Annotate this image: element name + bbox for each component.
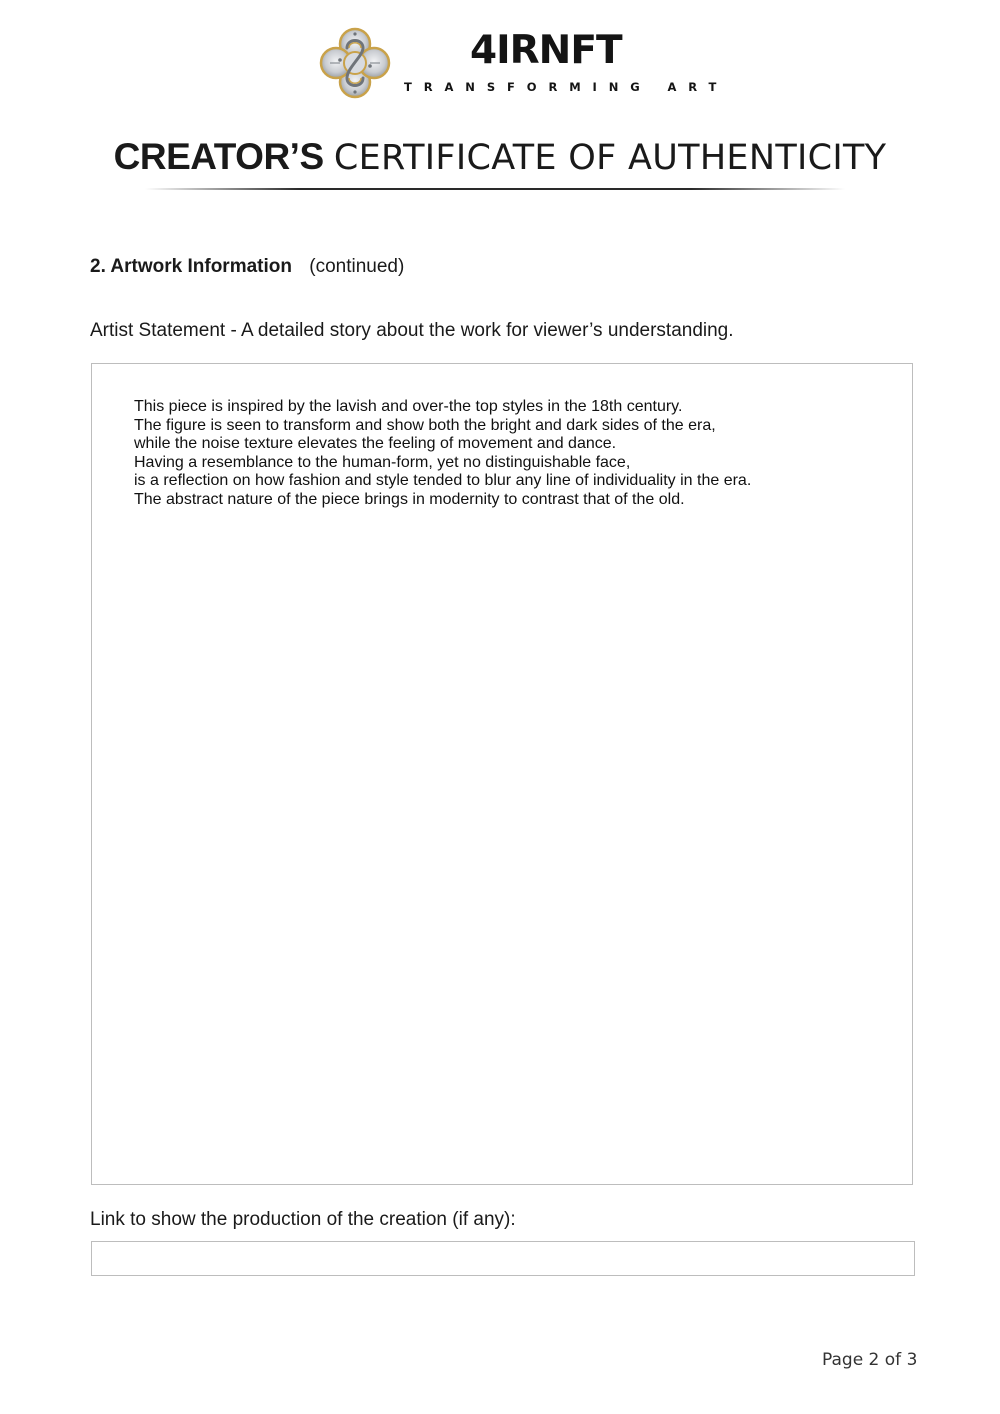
certificate-title-bold: CREATOR’S	[113, 136, 324, 177]
statement-line: is a reflection on how fashion and style tended to blur any line of individuality in the era.	[134, 472, 752, 490]
production-link-field[interactable]	[91, 1241, 915, 1276]
statement-line: while the noise texture elevates the feeling of movement and dance.	[134, 435, 617, 453]
certificate-title-rest: CERTIFICATE OF AUTHENTICITY	[333, 138, 887, 178]
artist-statement-text	[134, 398, 751, 510]
page-number: Page 2 of 3	[822, 1350, 918, 1370]
section-heading	[90, 256, 404, 278]
statement-line: The abstract nature of the piece brings in modernity to contrast that of the old.	[134, 490, 685, 508]
brand-tagline: TRANSFORMING ART	[404, 80, 729, 94]
certificate-title	[0, 134, 1000, 181]
statement-line: This piece is inspired by the lavish and over-the top styles in the 18th century.	[134, 398, 683, 415]
section-heading-note: (continued)	[309, 256, 405, 277]
production-link-label: Link to show the production of the creation (if any):	[90, 1209, 516, 1230]
brand-logo-icon	[316, 24, 394, 102]
statement-line: The figure is seen to transform and show both the bright and dark sides of the era,	[134, 416, 716, 434]
brand-name: 4IRNFT	[470, 28, 622, 73]
title-divider	[145, 188, 845, 190]
section-heading-title: 2. Artwork Information	[90, 256, 292, 277]
artist-statement-field[interactable]	[91, 363, 913, 1185]
statement-line: Having a resemblance to the human-form, yet no distinguishable face,	[134, 453, 631, 471]
artist-statement-label: Artist Statement - A detailed story about the work for viewer’s understanding.	[90, 320, 734, 341]
